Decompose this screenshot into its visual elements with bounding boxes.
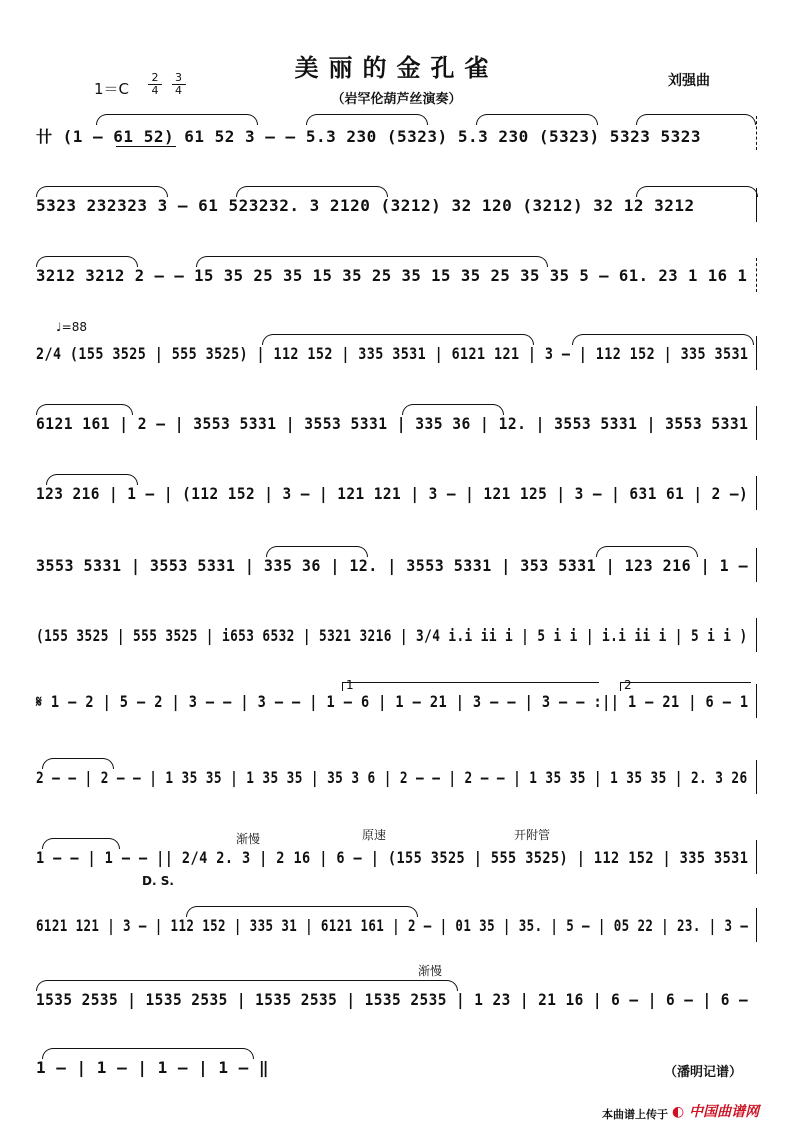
site-logo-text: 中国曲谱网 bbox=[689, 1104, 760, 1120]
meter-3-4: $\frac{3}{4}$ bbox=[172, 72, 186, 97]
upload-credit: 本曲谱上传于 bbox=[602, 1108, 668, 1121]
score-line-13 bbox=[36, 980, 758, 1022]
notes: 2/4 (155 3525 | 555 3525) | 112 152 | 335 3531 | 6121 121 | 3 – | 112 152 | 335 3531 bbox=[36, 344, 749, 363]
ending-1-label: 1 bbox=[346, 678, 354, 692]
barline bbox=[756, 476, 757, 510]
score-subtitle: （岩罕伦葫芦丝演奏） bbox=[331, 92, 462, 107]
notes: 1 – | 1 – | 1 – | 1 – ‖ bbox=[36, 1058, 270, 1077]
score-line-7 bbox=[36, 546, 758, 588]
first-ending-bracket bbox=[342, 682, 599, 691]
dal-segno-mark: D. S. bbox=[142, 874, 174, 888]
score-line-10 bbox=[36, 758, 758, 800]
notes: 1 – – | 1 – – || 2/4 2. 3 | 2 16 | 6 – | (155 3525 | 555 3525) | 112 152 | 335 3531 bbox=[36, 848, 749, 867]
barline bbox=[756, 618, 757, 652]
transcriber-credit: （潘明记谱） bbox=[664, 1065, 743, 1080]
barline bbox=[756, 258, 757, 292]
notes: 5323 232323 3 – 61 523232. 3 2120 (3212) 32 120 (3212) 32 12 3212 bbox=[36, 196, 695, 215]
notes: 卄 (1 – 61 52) 61 52 3 – – 5.3 230 (5323) 5.3 230 (5323) 5323 5323 bbox=[36, 127, 701, 146]
notes: 123 216 | 1 – | (112 152 | 3 – | 121 121 | 3 – | 121 125 | 3 – | 631 61 | 2 –) bbox=[36, 484, 749, 503]
tempo-mark: ♩=88 bbox=[56, 320, 87, 334]
barline bbox=[756, 684, 757, 718]
notes: 𝄋 1 – 2 | 5 – 2 | 3 – – | 3 – – | 1 – 6 | 1 – 21 | 3 – – | 3 – – :|| 1 – 21 | 6 – 1 bbox=[36, 692, 749, 711]
notes: 2 – – | 2 – – | 1 35 35 | 1 35 35 | 35 3 6 | 2 – – | 2 – – | 1 35 35 | 1 35 35 | 2. 3 26 bbox=[36, 768, 748, 787]
site-logo-icon: ◐ bbox=[672, 1104, 685, 1120]
score-line-14 bbox=[36, 1048, 758, 1090]
barline bbox=[756, 908, 757, 942]
barline bbox=[756, 406, 757, 440]
barline bbox=[756, 336, 757, 370]
score-line-3 bbox=[36, 256, 758, 298]
score-line-9 bbox=[36, 678, 758, 724]
notes: 3212 3212 2 – – 15 35 25 35 15 35 25 35 15 35 25 35 35 5 – 61. 23 1 16 1 bbox=[36, 266, 748, 285]
time-signatures bbox=[148, 72, 192, 97]
meter-2-4: $\frac{2}{4}$ bbox=[148, 72, 162, 97]
score-line-6 bbox=[36, 474, 758, 516]
score-line-2 bbox=[36, 186, 758, 228]
ritardando-mark-2: 渐慢 bbox=[418, 964, 443, 978]
barline bbox=[756, 116, 757, 150]
a-tempo-mark: 原速 bbox=[362, 828, 387, 842]
barline bbox=[756, 548, 757, 582]
score-line-1 bbox=[36, 114, 758, 156]
ritardando-mark: 渐慢 bbox=[236, 832, 261, 846]
barline bbox=[756, 840, 757, 874]
notes: (155 3525 | 555 3525 | i653 6532 | 5321 3216 | 3/4 i.i ii i | 5 i i | i.i ii i | 5 i i ) bbox=[36, 626, 748, 645]
score-line-5 bbox=[36, 404, 758, 446]
add-pipe-mark: 开附管 bbox=[514, 828, 551, 842]
score-line-12 bbox=[36, 906, 758, 948]
key-signature: 1＝C bbox=[94, 80, 130, 98]
score-line-4 bbox=[36, 334, 758, 376]
notes: 1535 2535 | 1535 2535 | 1535 2535 | 1535 2535 | 1 23 | 21 16 | 6 – | 6 – | 6 – bbox=[36, 990, 749, 1009]
notes: 3553 5331 | 3553 5331 | 335 36 | 12. | 3553 5331 | 353 5331 | 123 216 | 1 – bbox=[36, 556, 749, 575]
notes: 6121 121 | 3 – | 112 152 | 335 31 | 6121 161 | 2 – | 01 35 | 35. | 5 – | 05 22 | 23. | 3 – bbox=[36, 916, 749, 935]
composer-credit: 刘强曲 bbox=[668, 73, 710, 89]
barline bbox=[756, 188, 757, 222]
beam bbox=[116, 146, 176, 147]
notes: 6121 161 | 2 – | 3553 5331 | 3553 5331 | 335 36 | 12. | 3553 5331 | 3553 5331 bbox=[36, 414, 749, 433]
ending-2-label: 2 bbox=[624, 678, 632, 692]
site-logo[interactable] bbox=[672, 1101, 759, 1121]
score-title: 美丽的金孔雀 bbox=[294, 53, 499, 82]
score-line-8 bbox=[36, 616, 758, 658]
barline bbox=[756, 760, 757, 794]
second-ending-bracket bbox=[620, 682, 751, 691]
